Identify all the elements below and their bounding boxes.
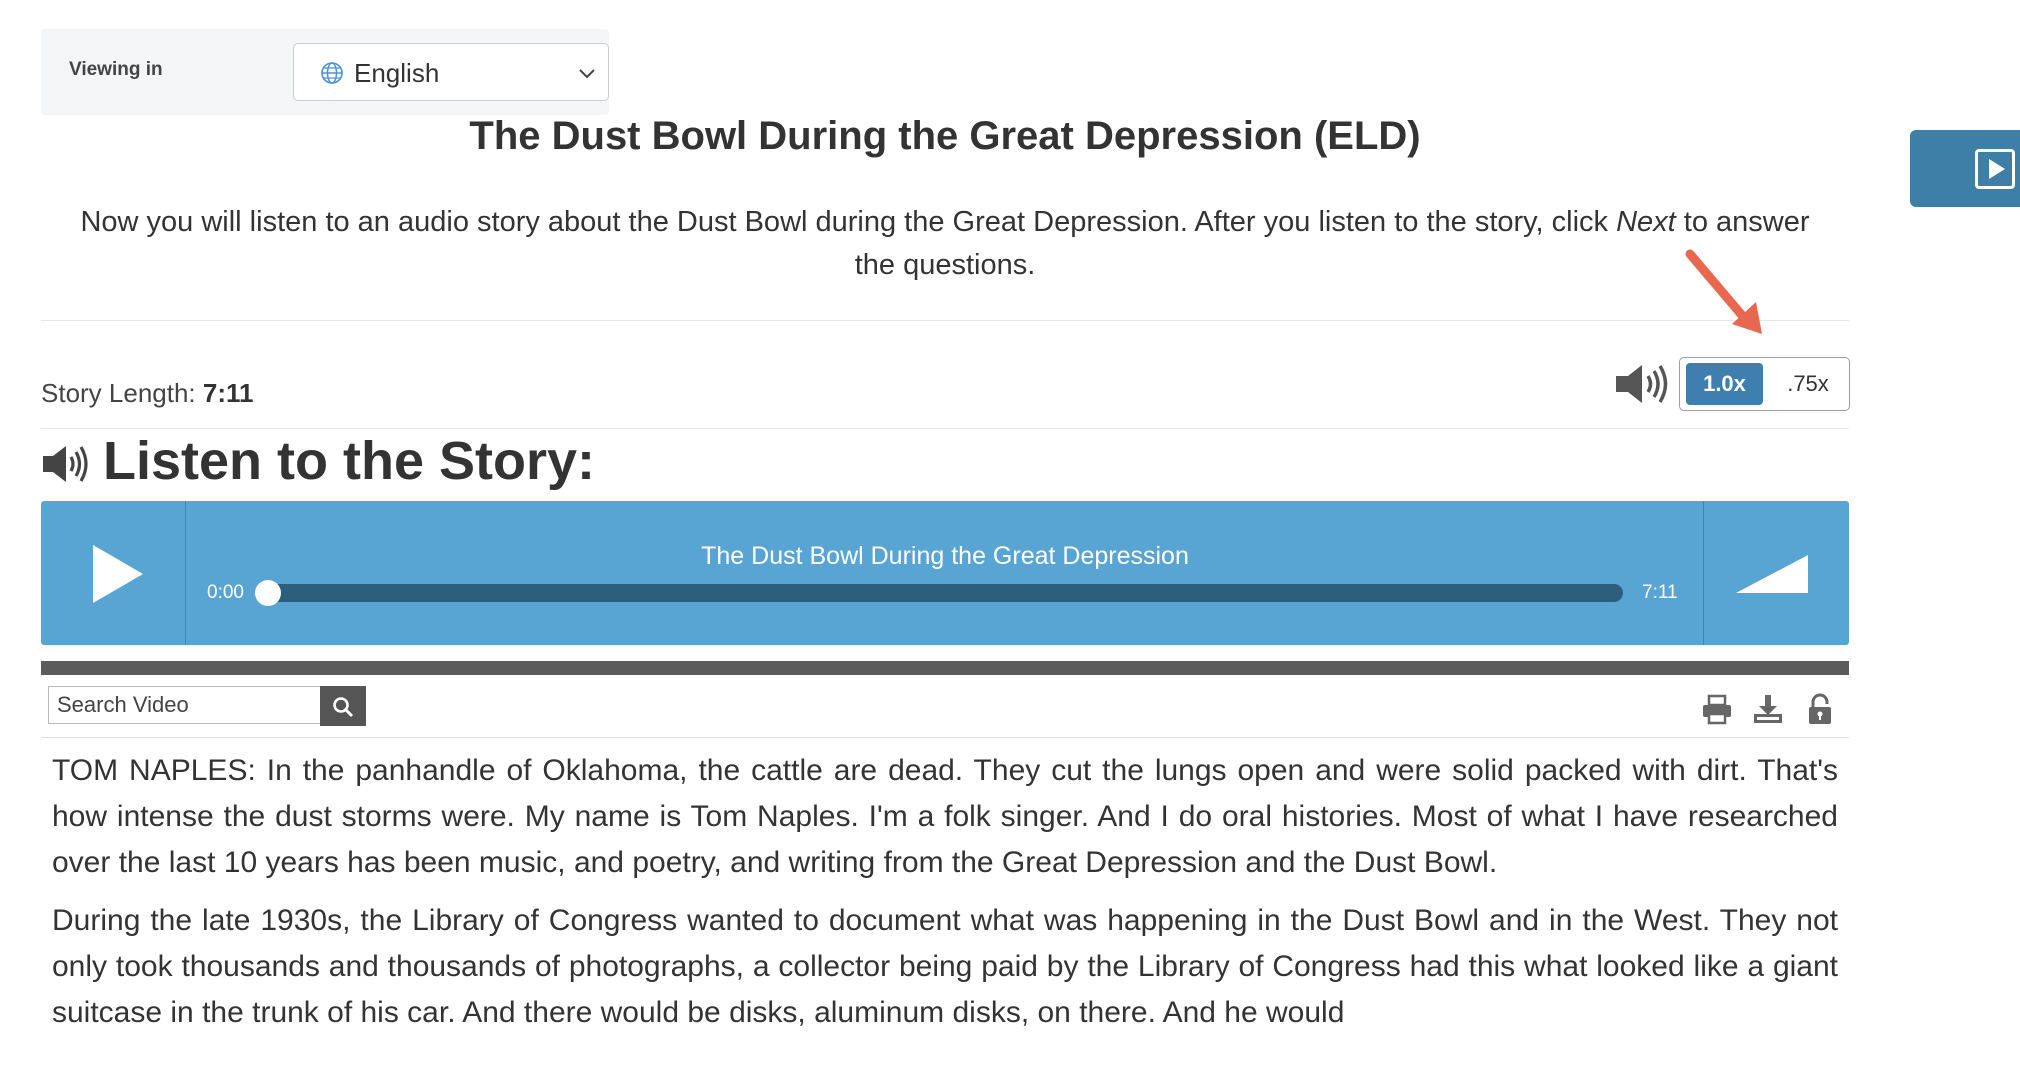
- playback-speed-group: [1679, 357, 1850, 411]
- transcript-paragraph: TOM NAPLES: In the panhandle of Oklahoma, the cattle are dead. They cut the lungs open and were solid packed with dirt. That's how intense the dust storms were. My name is Tom Naples. I'm a folk singer. And I do oral histories. Most of what I have researched over the last 10 years has been music, and poetry, and writing from the Great Depression and the Dust Bowl.: [52, 754, 1838, 879]
- transcript-search: [48, 686, 366, 726]
- audio-player: [41, 501, 1849, 645]
- search-icon: [332, 696, 354, 718]
- annotation-arrow-icon: [1680, 248, 1770, 338]
- speed-1x-button[interactable]: 1.0x: [1686, 363, 1763, 405]
- video-play-icon: [1975, 149, 2015, 189]
- page-title: The Dust Bowl During the Great Depression (ELD): [469, 114, 1421, 158]
- track-title: The Dust Bowl During the Great Depression: [701, 542, 1189, 570]
- current-time: 0:00: [207, 582, 244, 603]
- intro-text-end: to answer the questions.: [854, 206, 1810, 281]
- volume-control[interactable]: [1703, 501, 1849, 645]
- divider: [41, 320, 1849, 321]
- speaker-icon: [1614, 362, 1670, 406]
- volume-icon: [1734, 551, 1810, 595]
- speaker-icon: [41, 444, 91, 484]
- language-value: English: [354, 58, 440, 88]
- progress-bar[interactable]: [265, 584, 1623, 602]
- globe-icon: [320, 61, 344, 85]
- search-input[interactable]: [48, 686, 321, 724]
- viewing-in-label: Viewing in: [69, 59, 163, 80]
- progress-handle[interactable]: [255, 580, 281, 606]
- language-bar: [41, 29, 609, 115]
- story-length: [41, 378, 254, 409]
- transcript-paragraph: During the late 1930s, the Library of Congress wanted to document what was happening in the Dust Bowl and in the West. They not only took thousands and thousands of photographs, a collector being paid by the Library of Congress had this what looked like a giant suitcase in the trunk of his car. And there would be disks, aluminum disks, on there. And he would: [52, 904, 1838, 1029]
- download-icon[interactable]: [1751, 692, 1785, 726]
- side-video-tab[interactable]: [1910, 130, 2020, 207]
- toolbar-divider: [41, 737, 1849, 738]
- search-button[interactable]: [320, 686, 366, 726]
- play-button[interactable]: [41, 501, 186, 645]
- intro-text: [60, 201, 1830, 287]
- language-select[interactable]: [293, 43, 609, 101]
- story-length-value: 7:11: [202, 378, 254, 408]
- printer-icon[interactable]: [1700, 692, 1734, 726]
- lock-icon[interactable]: [1803, 692, 1837, 726]
- speed-075x-button[interactable]: .75x: [1787, 371, 1829, 396]
- transcript: [52, 748, 1838, 1048]
- divider: [41, 428, 1849, 429]
- listen-heading-text: Listen to the Story:: [103, 431, 596, 491]
- duration-time: 7:11: [1642, 582, 1678, 603]
- intro-text-start: Now you will listen to an audio story about the Dust Bowl during the Great Depression. After you listen to the story, click: [80, 206, 1617, 238]
- transcript-divider: [41, 661, 1849, 675]
- chevron-down-icon: [576, 62, 598, 84]
- intro-next-emphasis: Next: [1616, 206, 1676, 238]
- story-length-label: Story Length:: [41, 378, 203, 408]
